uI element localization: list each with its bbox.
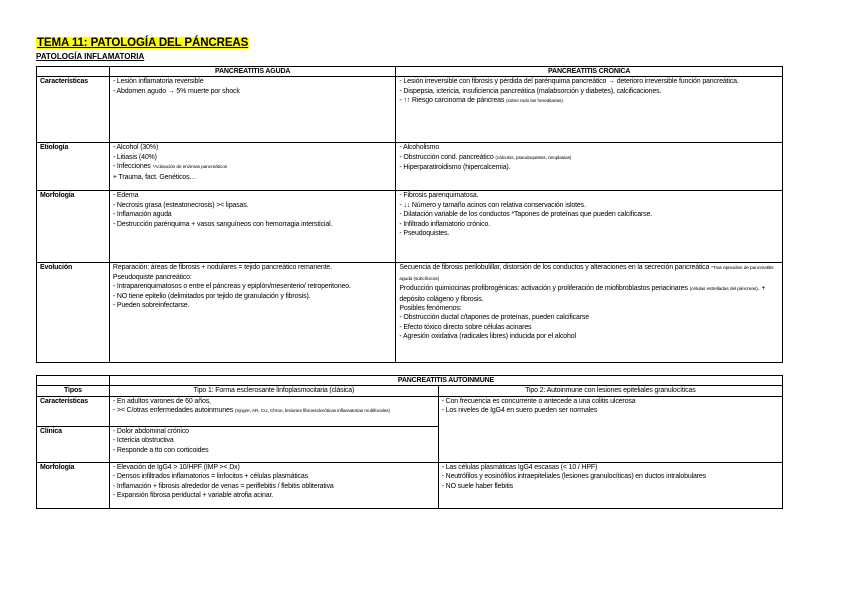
section-subtitle: PATOLOGÍA INFLAMATORIA xyxy=(36,52,145,61)
table-row xyxy=(37,143,783,191)
row-label-tipos: Tipos xyxy=(37,386,110,396)
row-label-morfologia: Morfología xyxy=(37,462,110,508)
col-header-cronica: PANCREATITIS CRÓNICA xyxy=(396,67,783,77)
page-title: TEMA 11: PATOLOGÍA DEL PÁNCREAS xyxy=(37,37,249,49)
autoimmune-pancreatitis-table xyxy=(36,375,783,509)
table-header-row xyxy=(37,376,783,386)
corner-cell xyxy=(37,67,110,77)
cell-cronica-evolucion: Secuencia de fibrosis perilobulillar, distorsión de los conductos y alteraciones en la secreción pancreática *Tras episodios de pancreatitis aguda (subclínicos) Producción quimiocinas profibrogénicas: activación y proliferación de miofibroblastos periacinares (células estrelladas del páncreas). + depósito colágeno y fibrosis. Posibles fenómenos: - Obstrucción ductal c/tapones de proteínas, pueden calcificarse - Efecto tóxico directo sobre células acinares - Agresión oxidativa (radicales libres) inducida por el alcohol xyxy=(396,263,783,363)
cell-tipo1-caracteristicas: - En adultos varones de 60 años, - >< C/otras enfermedades autoinmunes (Sjogre, AR, CU, Chron, lesiones fibroescleróticas inflamatorias multifocales) xyxy=(109,396,438,426)
cell-tipo2-morfologia: - Las células plasmáticas IgG4 escasas (< 10 / HPF) - Neutrófilos y eosinófilos intraepiteliales (lesiones granulocíticas) en ductos intralobulares - NO suele haber flebitis xyxy=(438,462,782,508)
row-label-caracteristicas: Características xyxy=(37,396,110,426)
cell-tipo1-clinica: - Dolor abdominal crónico - Ictericia obstructiva - Responde a tto con corticoides xyxy=(109,426,438,462)
table-row xyxy=(37,462,783,508)
cell-aguda-caracteristicas: - Lesión inflamatoria reversible - Abdomen agudo → 5% muerte por shock xyxy=(109,77,395,143)
table-subheader-row xyxy=(37,386,783,396)
cell-tipo2-caracteristicas: - Con frecuencia es concurrente o antecede a una colitis ulcerosa - Los niveles de IgG4 en suero pueden ser normales xyxy=(438,396,782,462)
row-label-morfologia: Morfología xyxy=(37,191,110,263)
row-label-etiologia: Etiología xyxy=(37,143,110,191)
cell-cronica-etiologia: - Alcoholismo - Obstrucción cond. pancreático (cálculos, pseudoquistes, neoplasias) - Hiperparatiroidismo (hipercalcemia). xyxy=(396,143,783,191)
pancreatitis-comparison-table xyxy=(36,66,783,363)
col-header-tipo1: Tipo 1: Forma esclerosante linfoplasmocitaria (clásica) xyxy=(109,386,438,396)
table-row xyxy=(37,396,783,426)
table-row xyxy=(37,77,783,143)
col-header-aguda: PANCREATITIS AGUDA xyxy=(109,67,395,77)
col-header-tipo2: Tipo 2: Autoinmune con lesiones epiteliales granulocíticas xyxy=(438,386,782,396)
row-label-evolucion: Evolución xyxy=(37,263,110,363)
cell-tipo1-morfologia: - Elevación de IgG4 > 10/HPF (IMP >< Dx) - Densos infiltrados inflamatorios = linfocitos + células plasmáticas - Inflamación + fibrosis alrededor de venas = periflebitis / flebitis obliterativa - Expansión fibrosa periductal + variable atrofia acinar. xyxy=(109,462,438,508)
table-row xyxy=(37,263,783,363)
cell-cronica-caracteristicas: - Lesión irreversible con fibrosis y pérdida del parénquima pancreático → deterioro irreversible función pancreática. - Dispepsia, ictericia, insuficiencia pancreática (malabsorción y diabetes), calcificaciones. - ↑↑ Riesgo carcinoma de páncreas (sobre todo las hereditarias). xyxy=(396,77,783,143)
table-header-row xyxy=(37,67,783,77)
table-row xyxy=(37,191,783,263)
row-label-caracteristicas: Características xyxy=(37,77,110,143)
cell-aguda-morfologia: - Edema - Necrosis grasa (esteatonecrosis) >< lipasas. - Inflamación aguda - Destrucción parénquima + vasos sanguíneos con hemorragia intersticial. xyxy=(109,191,395,263)
cell-aguda-evolucion: Reparación: áreas de fibrosis + nodulares = tejido pancreático remanente. Pseudoquiste pancreático: - Intraparenquimatosos o entre el páncreas y epiplón/mesenterio/ retroperitoneo. - NO tiene epitelio (delimitados por tejido de granulación y fibrosis). - Pueden sobreinfectarse. xyxy=(109,263,395,363)
row-label-clinica: Clínica xyxy=(37,426,110,462)
col-header-autoinmune: PANCREATITIS AUTOINMUNE xyxy=(109,376,782,386)
cell-cronica-morfologia: - Fibrosis parenquimatosa. - ↓↓ Número y tamaño acinos con relativa conservación islotes. - Dilatación variable de los conductos *Tapones de proteínas que pueden calcificarse. - Infiltrado inflamatorio crónico. - Pseudoquistes. xyxy=(396,191,783,263)
corner-cell xyxy=(37,376,110,386)
cell-aguda-etiologia: - Alcohol (30%) - Litiasis (40%) - Infecciones *Activación de enzimas pancreáticos + Trauma, fact. Genéticos… xyxy=(109,143,395,191)
